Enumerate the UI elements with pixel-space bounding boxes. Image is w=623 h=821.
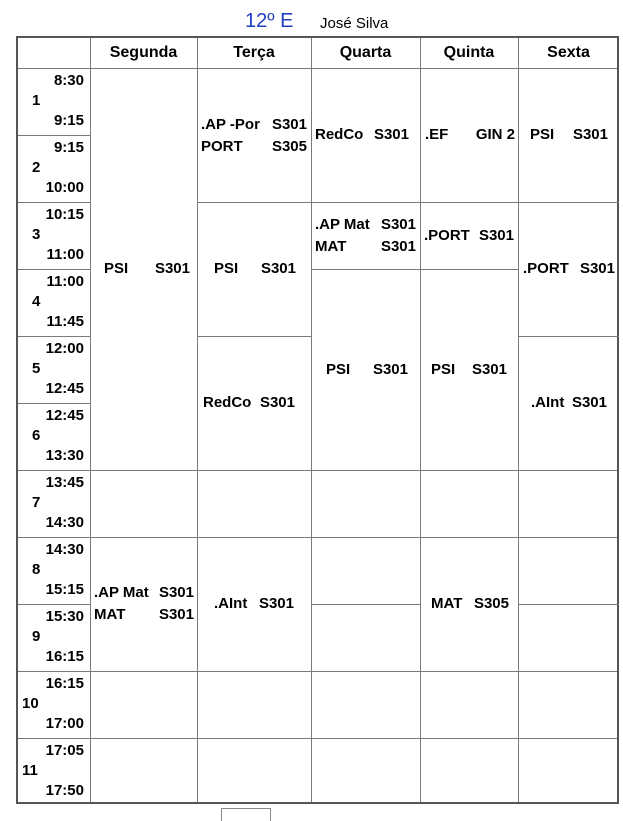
period-start: 11:00	[46, 273, 84, 290]
lesson-subject: PSI	[431, 361, 456, 378]
period-number: 7	[32, 494, 41, 511]
period-start: 13:45	[45, 474, 84, 491]
lesson-cell[interactable]	[199, 116, 309, 156]
lesson-room: S305	[271, 138, 307, 155]
period-end: 9:15	[53, 112, 84, 129]
lesson-subject: MAT	[431, 595, 463, 612]
period-number: 3	[32, 226, 41, 243]
period-end: 11:45	[46, 313, 84, 330]
lesson-subject: PSI	[326, 361, 351, 378]
lesson-subject: PORT	[201, 138, 243, 155]
lesson-subject: .AInt	[531, 394, 565, 411]
lesson-room: S301	[579, 260, 615, 277]
period-end: 16:15	[45, 648, 84, 665]
lesson-subject: RedCo	[203, 394, 252, 411]
lesson-subject: MAT	[315, 238, 347, 255]
lesson-cell[interactable]	[92, 584, 196, 624]
lesson-subject: PSI	[104, 260, 129, 277]
lesson-room: GIN 2	[475, 126, 515, 143]
period-start: 12:00	[45, 340, 84, 357]
period-end: 10:00	[45, 179, 84, 196]
period-start: 15:30	[45, 608, 84, 625]
lesson-cell[interactable]	[313, 216, 418, 256]
lesson-room: S301	[471, 361, 507, 378]
period-start: 16:15	[45, 675, 84, 692]
period-number: 9	[32, 628, 41, 645]
day-header: Segunda	[109, 44, 178, 61]
lesson-room: S301	[373, 126, 409, 143]
lesson-subject: .EF	[425, 126, 449, 143]
period-end: 15:15	[45, 581, 84, 598]
period-start: 10:15	[45, 206, 84, 223]
day-header: Quarta	[339, 44, 392, 61]
lesson-room: S301	[158, 584, 194, 601]
period-start: 8:30	[53, 72, 84, 89]
class-name: 12º E	[245, 10, 294, 32]
lesson-subject: .AInt	[214, 595, 248, 612]
period-end: 12:45	[45, 380, 84, 397]
period-number: 4	[32, 293, 41, 310]
day-header: Sexta	[547, 44, 590, 61]
period-start: 17:05	[45, 742, 84, 759]
lesson-room: S301	[258, 595, 294, 612]
period-end: 17:50	[45, 782, 84, 799]
period-end: 11:00	[46, 246, 84, 263]
timetable-grid	[16, 36, 619, 804]
lesson-room: S301	[380, 238, 416, 255]
period-start: 12:45	[45, 407, 84, 424]
period-start: 14:30	[45, 541, 84, 558]
lesson-room: S301	[571, 394, 607, 411]
period-number: 10	[22, 695, 39, 712]
lesson-room: S301	[260, 260, 296, 277]
period-start: 9:15	[53, 139, 84, 156]
day-header: Terça	[233, 44, 275, 61]
lesson-subject: .PORT	[424, 227, 470, 244]
lesson-subject: .AP Mat	[315, 216, 370, 233]
period-number: 8	[32, 561, 41, 578]
period-number: 2	[32, 159, 41, 176]
period-end: 14:30	[45, 514, 84, 531]
period-end: 13:30	[45, 447, 84, 464]
lesson-room: S301	[154, 260, 190, 277]
lesson-room: S301	[372, 361, 408, 378]
lesson-subject: .PORT	[523, 260, 569, 277]
lesson-room: S301	[158, 606, 194, 623]
lesson-subject: MAT	[94, 606, 126, 623]
lesson-subject: .AP -Por	[201, 116, 260, 133]
period-end: 17:00	[45, 715, 84, 732]
period-number: 5	[32, 360, 41, 377]
day-header: Quinta	[443, 44, 495, 61]
teacher-name: José Silva	[320, 15, 389, 32]
lesson-room: S301	[271, 116, 307, 133]
period-number: 1	[32, 92, 41, 109]
lesson-room: S305	[473, 595, 509, 612]
lesson-room: S301	[478, 227, 514, 244]
lesson-subject: .AP Mat	[94, 584, 149, 601]
period-number: 6	[32, 427, 41, 444]
lesson-subject: PSI	[530, 126, 555, 143]
lesson-subject: PSI	[214, 260, 239, 277]
page-control	[221, 808, 271, 821]
period-number: 11	[22, 762, 38, 779]
timetable-header	[0, 10, 623, 36]
lesson-room: S301	[572, 126, 608, 143]
lesson-subject: RedCo	[315, 126, 364, 143]
lesson-room: S301	[380, 216, 416, 233]
lesson-room: S301	[259, 394, 295, 411]
